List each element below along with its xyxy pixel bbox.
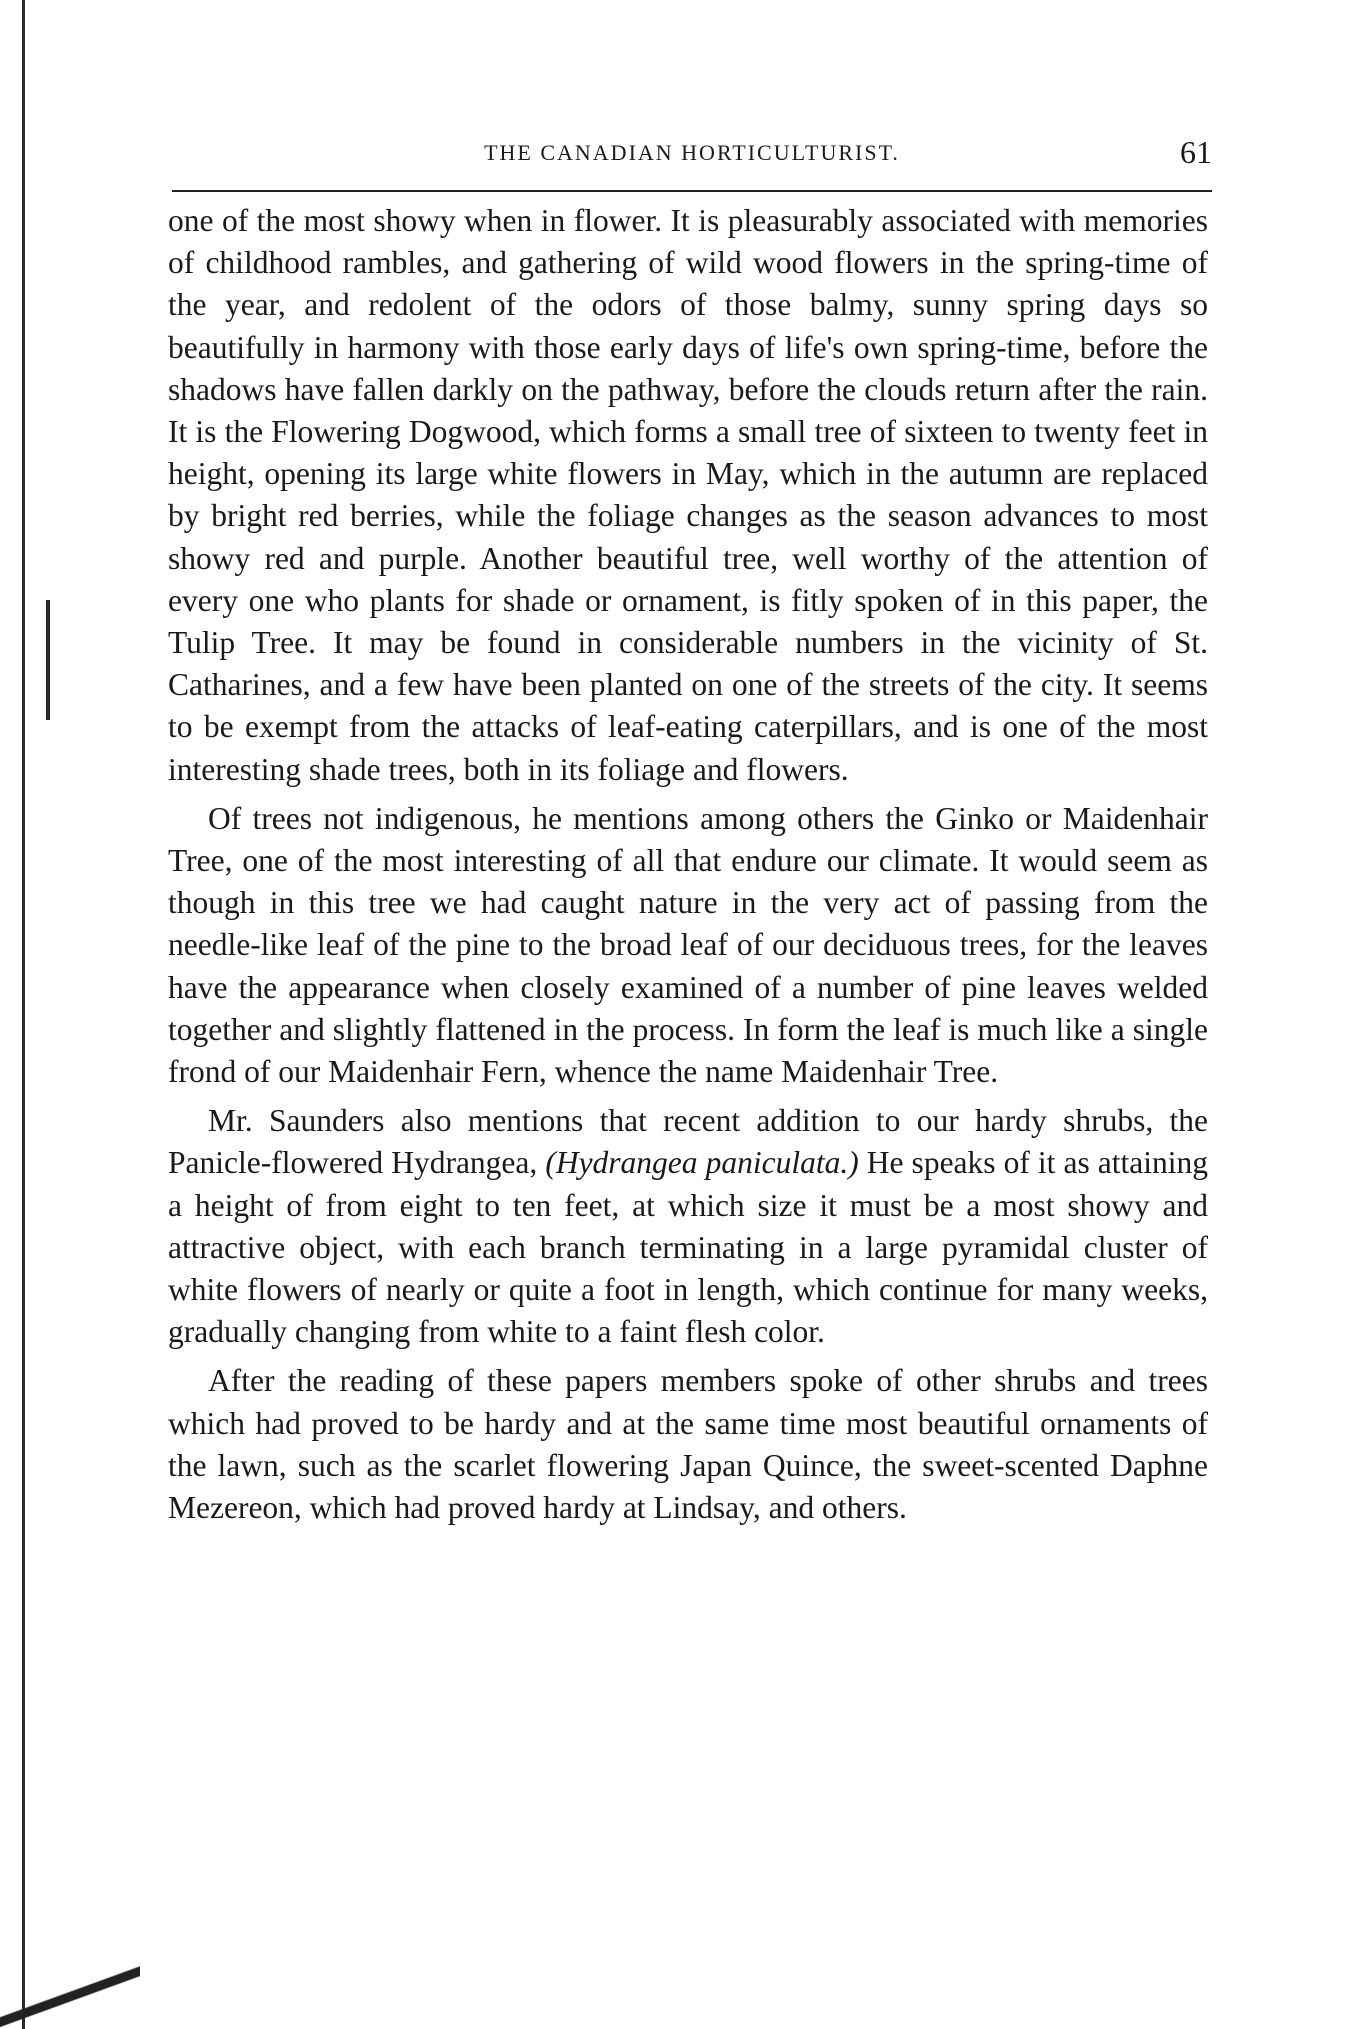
paragraph-2: Of trees not indigenous, he mentions among others the Ginko or Maidenhair Tree, one of the most interesting of all that endure our climate. It would seem as though in this tree we had caught nature in the very act of passing from the needle-like leaf of the pine to the broad leaf of our deciduous trees, for the leaves have the appearance when closely examined of a number of pine leaves welded together and slightly flattened in the process. In form the leaf is much like a single frond of our Maidenhair Fern, whence the name Maidenhair Tree. bbox=[168, 800, 1208, 1090]
page-number: 61 bbox=[1180, 134, 1212, 170]
paragraph-3-text-b: He speaks of it as attaining a height of from eight to ten feet, at which size it must be a most showy and attractive object, with each branch terminating in a large pyramidal cluster of white flowers of nearly or quite a foot in length, which continue for many weeks, gradually changing from white to a faint flesh color. bbox=[168, 1145, 1208, 1350]
running-title: THE CANADIAN HORTICULTURIST. bbox=[484, 140, 900, 165]
scan-corner-shadow bbox=[0, 1939, 140, 2029]
page-header bbox=[172, 134, 1212, 180]
paragraph-1: one of the most showy when in flower. It is pleasurably associated with memories of childhood rambles, and gathering of wild wood flowers in the spring-time of the year, and redolent of the odors of those balmy, sunny spring days so beautifully in harmony with those early days of life's own spring-time, before the shadows have fallen darkly on the pathway, before the clouds return after the rain. It is the Flowering Dogwood, which forms a small tree of sixteen to twenty feet in height, opening its large white flowers in May, which in the autumn are replaced by bright red berries, while the foliage changes as the season advances to most showy red and purple. Another beautiful tree, well worthy of the attention of every one who plants for shade or ornament, is fitly spoken of in this paper, the Tulip Tree. It may be found in considerable numbers in the vicinity of St. Catharines, and a few have been planted on one of the streets of the city. It seems to be exempt from the attacks of leaf-eating caterpillars, and is one of the most interesting shade trees, both in its foliage and flowers. bbox=[168, 203, 1208, 787]
scan-binding-edge bbox=[22, 0, 25, 2029]
paragraph-3-italic: (Hydrangea paniculata.) bbox=[545, 1145, 859, 1181]
scan-mark bbox=[46, 600, 50, 720]
paragraph-4: After the reading of these papers members spoke of other shrubs and trees which had proved to be hardy and at the same time most beautiful ornaments of the lawn, such as the scarlet flowering Japan Quince, the sweet-scented Daphne Mezereon, which had proved hardy at Lindsay, and others. bbox=[168, 1363, 1208, 1526]
paragraph-3 bbox=[168, 1100, 1208, 1353]
body-text bbox=[168, 200, 1208, 1536]
paragraph-3-text-a: Mr. Saunders also mentions that recent addition to our hardy shrubs, the Panicle-flowered Hydrangea, bbox=[168, 1103, 1208, 1181]
header-rule bbox=[172, 190, 1212, 192]
